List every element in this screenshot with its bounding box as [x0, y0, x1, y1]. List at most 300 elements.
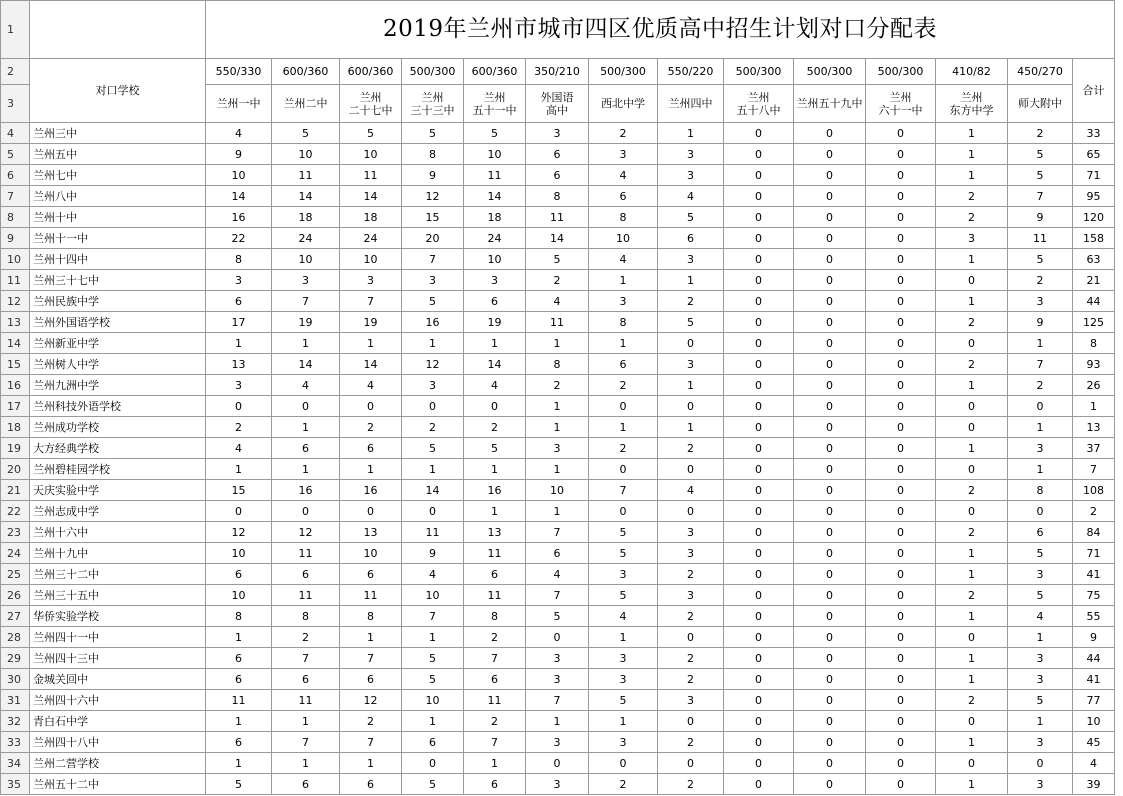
row-number[interactable]: 15 [1, 354, 30, 375]
quota-cell[interactable]: 5 [402, 669, 464, 690]
school-name[interactable]: 兰州五中 [30, 144, 206, 165]
quota-cell[interactable]: 0 [794, 396, 866, 417]
quota-cell[interactable]: 3 [658, 585, 724, 606]
quota-cell[interactable]: 1 [1008, 627, 1073, 648]
quota-cell[interactable]: 0 [589, 501, 658, 522]
quota-cell[interactable]: 6 [340, 438, 402, 459]
row-number[interactable]: 13 [1, 312, 30, 333]
quota-cell[interactable]: 0 [866, 774, 936, 795]
quota-cell[interactable]: 7 [272, 648, 340, 669]
total-cell[interactable]: 21 [1073, 270, 1115, 291]
quota-cell[interactable]: 3 [526, 732, 589, 753]
quota-cell[interactable]: 3 [658, 690, 724, 711]
quota-cell[interactable]: 1 [340, 459, 402, 480]
row-number[interactable]: 3 [1, 85, 30, 123]
column-ratio[interactable]: 600/360 [464, 59, 526, 85]
quota-cell[interactable]: 10 [402, 585, 464, 606]
quota-cell[interactable]: 0 [866, 228, 936, 249]
quota-cell[interactable]: 1 [936, 144, 1008, 165]
quota-cell[interactable]: 1 [936, 438, 1008, 459]
quota-cell[interactable]: 14 [206, 186, 272, 207]
quota-cell[interactable]: 2 [589, 774, 658, 795]
quota-cell[interactable]: 2 [206, 417, 272, 438]
school-name[interactable]: 兰州三中 [30, 123, 206, 144]
quota-cell[interactable]: 10 [206, 543, 272, 564]
quota-cell[interactable]: 0 [724, 207, 794, 228]
quota-cell[interactable]: 0 [936, 711, 1008, 732]
quota-cell[interactable]: 6 [589, 186, 658, 207]
total-cell[interactable]: 108 [1073, 480, 1115, 501]
column-ratio[interactable]: 500/300 [589, 59, 658, 85]
quota-cell[interactable]: 8 [340, 606, 402, 627]
quota-cell[interactable]: 0 [402, 753, 464, 774]
quota-cell[interactable]: 10 [589, 228, 658, 249]
quota-cell[interactable]: 0 [724, 480, 794, 501]
quota-cell[interactable]: 5 [1008, 585, 1073, 606]
quota-cell[interactable]: 1 [272, 417, 340, 438]
quota-cell[interactable]: 1 [526, 711, 589, 732]
quota-cell[interactable]: 0 [936, 501, 1008, 522]
quota-cell[interactable]: 0 [402, 501, 464, 522]
school-name[interactable]: 兰州外国语学校 [30, 312, 206, 333]
row-number[interactable]: 1 [1, 1, 30, 59]
quota-cell[interactable]: 0 [794, 186, 866, 207]
total-header[interactable]: 合计 [1073, 59, 1115, 123]
quota-cell[interactable]: 2 [589, 123, 658, 144]
quota-cell[interactable]: 14 [340, 186, 402, 207]
quota-cell[interactable]: 11 [206, 690, 272, 711]
quota-cell[interactable]: 1 [464, 459, 526, 480]
quota-cell[interactable]: 0 [794, 459, 866, 480]
quota-cell[interactable]: 6 [272, 774, 340, 795]
quota-cell[interactable]: 3 [658, 543, 724, 564]
row-number[interactable]: 22 [1, 501, 30, 522]
quota-cell[interactable]: 3 [526, 774, 589, 795]
quota-cell[interactable]: 15 [402, 207, 464, 228]
quota-cell[interactable]: 13 [464, 522, 526, 543]
school-name[interactable]: 兰州成功学校 [30, 417, 206, 438]
total-cell[interactable]: 41 [1073, 669, 1115, 690]
quota-cell[interactable]: 6 [464, 564, 526, 585]
total-cell[interactable]: 93 [1073, 354, 1115, 375]
row-number[interactable]: 24 [1, 543, 30, 564]
quota-cell[interactable]: 0 [724, 606, 794, 627]
quota-cell[interactable]: 2 [1008, 375, 1073, 396]
quota-cell[interactable]: 0 [936, 333, 1008, 354]
total-cell[interactable]: 63 [1073, 249, 1115, 270]
total-cell[interactable]: 2 [1073, 501, 1115, 522]
school-name[interactable]: 天庆实验中学 [30, 480, 206, 501]
quota-cell[interactable]: 18 [340, 207, 402, 228]
quota-cell[interactable]: 9 [402, 543, 464, 564]
quota-cell[interactable]: 5 [1008, 144, 1073, 165]
quota-cell[interactable]: 1 [272, 459, 340, 480]
quota-cell[interactable]: 0 [794, 774, 866, 795]
quota-cell[interactable]: 0 [1008, 501, 1073, 522]
quota-cell[interactable]: 1 [936, 732, 1008, 753]
quota-cell[interactable]: 4 [464, 375, 526, 396]
quota-cell[interactable]: 0 [794, 564, 866, 585]
corner-label[interactable]: 对口学校 [30, 59, 206, 123]
row-number[interactable]: 27 [1, 606, 30, 627]
quota-cell[interactable]: 3 [526, 438, 589, 459]
quota-cell[interactable]: 0 [724, 753, 794, 774]
quota-cell[interactable]: 0 [658, 753, 724, 774]
quota-cell[interactable]: 0 [724, 249, 794, 270]
quota-cell[interactable]: 10 [402, 690, 464, 711]
quota-cell[interactable]: 10 [272, 249, 340, 270]
quota-cell[interactable]: 0 [724, 270, 794, 291]
row-number[interactable]: 2 [1, 59, 30, 85]
column-ratio[interactable]: 450/270 [1008, 59, 1073, 85]
quota-cell[interactable]: 4 [658, 186, 724, 207]
school-name[interactable]: 华侨实验学校 [30, 606, 206, 627]
quota-cell[interactable]: 5 [1008, 249, 1073, 270]
quota-cell[interactable]: 8 [589, 312, 658, 333]
quota-cell[interactable]: 10 [340, 249, 402, 270]
school-name[interactable]: 大方经典学校 [30, 438, 206, 459]
school-name[interactable]: 兰州树人中学 [30, 354, 206, 375]
quota-cell[interactable]: 6 [658, 228, 724, 249]
quota-cell[interactable]: 4 [526, 291, 589, 312]
quota-cell[interactable]: 14 [464, 354, 526, 375]
quota-cell[interactable]: 3 [589, 669, 658, 690]
total-cell[interactable]: 39 [1073, 774, 1115, 795]
quota-cell[interactable]: 11 [272, 585, 340, 606]
quota-cell[interactable]: 4 [340, 375, 402, 396]
quota-cell[interactable]: 0 [794, 270, 866, 291]
quota-cell[interactable]: 2 [658, 564, 724, 585]
column-ratio[interactable]: 500/300 [402, 59, 464, 85]
row-number[interactable]: 26 [1, 585, 30, 606]
total-cell[interactable]: 8 [1073, 333, 1115, 354]
quota-cell[interactable]: 0 [724, 396, 794, 417]
quota-cell[interactable]: 0 [866, 690, 936, 711]
quota-cell[interactable]: 0 [866, 333, 936, 354]
quota-cell[interactable]: 1 [936, 291, 1008, 312]
quota-cell[interactable]: 7 [340, 732, 402, 753]
row-number[interactable]: 7 [1, 186, 30, 207]
school-name[interactable]: 兰州三十二中 [30, 564, 206, 585]
quota-cell[interactable]: 11 [272, 690, 340, 711]
column-header[interactable] [272, 85, 340, 123]
quota-cell[interactable]: 1 [936, 375, 1008, 396]
quota-cell[interactable]: 0 [724, 522, 794, 543]
quota-cell[interactable]: 11 [526, 312, 589, 333]
column-header[interactable] [724, 85, 794, 123]
quota-cell[interactable]: 0 [724, 711, 794, 732]
total-cell[interactable]: 71 [1073, 165, 1115, 186]
quota-cell[interactable]: 11 [402, 522, 464, 543]
quota-cell[interactable]: 2 [658, 438, 724, 459]
total-cell[interactable]: 13 [1073, 417, 1115, 438]
quota-cell[interactable]: 17 [206, 312, 272, 333]
quota-cell[interactable]: 0 [724, 312, 794, 333]
quota-cell[interactable]: 2 [936, 522, 1008, 543]
column-ratio[interactable]: 550/330 [206, 59, 272, 85]
quota-cell[interactable]: 0 [866, 291, 936, 312]
quota-cell[interactable]: 0 [402, 396, 464, 417]
total-cell[interactable]: 10 [1073, 711, 1115, 732]
quota-cell[interactable]: 0 [866, 123, 936, 144]
quota-cell[interactable]: 7 [340, 648, 402, 669]
quota-cell[interactable]: 12 [206, 522, 272, 543]
quota-cell[interactable]: 6 [526, 543, 589, 564]
row-number[interactable]: 16 [1, 375, 30, 396]
school-name[interactable]: 金城关回中 [30, 669, 206, 690]
quota-cell[interactable]: 0 [206, 501, 272, 522]
quota-cell[interactable]: 5 [402, 291, 464, 312]
quota-cell[interactable]: 8 [464, 606, 526, 627]
quota-cell[interactable]: 3 [589, 732, 658, 753]
quota-cell[interactable]: 19 [272, 312, 340, 333]
quota-cell[interactable]: 0 [866, 669, 936, 690]
quota-cell[interactable]: 7 [589, 480, 658, 501]
quota-cell[interactable]: 10 [526, 480, 589, 501]
quota-cell[interactable]: 0 [866, 312, 936, 333]
quota-cell[interactable]: 7 [464, 732, 526, 753]
column-ratio[interactable]: 550/220 [658, 59, 724, 85]
quota-cell[interactable]: 1 [526, 333, 589, 354]
quota-cell[interactable]: 11 [464, 543, 526, 564]
total-cell[interactable]: 44 [1073, 291, 1115, 312]
quota-cell[interactable]: 8 [402, 144, 464, 165]
quota-cell[interactable]: 1 [936, 564, 1008, 585]
column-ratio[interactable]: 600/360 [272, 59, 340, 85]
quota-cell[interactable]: 0 [724, 417, 794, 438]
quota-cell[interactable]: 16 [340, 480, 402, 501]
quota-cell[interactable]: 0 [794, 144, 866, 165]
quota-cell[interactable]: 0 [526, 627, 589, 648]
quota-cell[interactable]: 10 [206, 585, 272, 606]
quota-cell[interactable]: 6 [272, 438, 340, 459]
total-cell[interactable]: 158 [1073, 228, 1115, 249]
school-name[interactable]: 兰州十一中 [30, 228, 206, 249]
quota-cell[interactable]: 19 [340, 312, 402, 333]
quota-cell[interactable]: 10 [272, 144, 340, 165]
quota-cell[interactable]: 0 [464, 396, 526, 417]
quota-cell[interactable]: 0 [794, 606, 866, 627]
quota-cell[interactable]: 24 [340, 228, 402, 249]
quota-cell[interactable]: 7 [526, 522, 589, 543]
row-number[interactable]: 11 [1, 270, 30, 291]
quota-cell[interactable]: 0 [866, 501, 936, 522]
quota-cell[interactable]: 5 [589, 522, 658, 543]
quota-cell[interactable]: 7 [1008, 186, 1073, 207]
column-header[interactable] [794, 85, 866, 123]
quota-cell[interactable]: 5 [658, 207, 724, 228]
quota-cell[interactable]: 0 [724, 291, 794, 312]
quota-cell[interactable]: 11 [340, 165, 402, 186]
quota-cell[interactable]: 14 [402, 480, 464, 501]
total-cell[interactable]: 9 [1073, 627, 1115, 648]
quota-cell[interactable]: 0 [340, 501, 402, 522]
total-cell[interactable]: 7 [1073, 459, 1115, 480]
quota-cell[interactable]: 6 [402, 732, 464, 753]
quota-cell[interactable]: 1 [589, 333, 658, 354]
quota-cell[interactable]: 6 [206, 648, 272, 669]
quota-cell[interactable]: 6 [1008, 522, 1073, 543]
quota-cell[interactable]: 1 [658, 270, 724, 291]
quota-cell[interactable]: 2 [526, 270, 589, 291]
quota-cell[interactable]: 1 [589, 417, 658, 438]
quota-cell[interactable]: 0 [794, 228, 866, 249]
quota-cell[interactable]: 0 [589, 396, 658, 417]
row-number[interactable]: 33 [1, 732, 30, 753]
quota-cell[interactable]: 3 [402, 375, 464, 396]
quota-cell[interactable]: 1 [1008, 417, 1073, 438]
quota-cell[interactable]: 16 [206, 207, 272, 228]
total-cell[interactable]: 65 [1073, 144, 1115, 165]
column-ratio[interactable]: 410/82 [936, 59, 1008, 85]
school-name[interactable]: 兰州七中 [30, 165, 206, 186]
quota-cell[interactable]: 0 [724, 543, 794, 564]
row-number[interactable]: 4 [1, 123, 30, 144]
school-name[interactable]: 兰州十中 [30, 207, 206, 228]
quota-cell[interactable]: 5 [272, 123, 340, 144]
quota-cell[interactable]: 0 [1008, 753, 1073, 774]
quota-cell[interactable]: 7 [272, 732, 340, 753]
column-header[interactable] [340, 85, 402, 123]
quota-cell[interactable]: 1 [936, 648, 1008, 669]
quota-cell[interactable]: 5 [589, 690, 658, 711]
quota-cell[interactable]: 0 [866, 711, 936, 732]
quota-cell[interactable]: 2 [936, 354, 1008, 375]
quota-cell[interactable]: 11 [464, 690, 526, 711]
quota-cell[interactable]: 6 [526, 165, 589, 186]
quota-cell[interactable]: 0 [658, 459, 724, 480]
quota-cell[interactable]: 0 [866, 732, 936, 753]
quota-cell[interactable]: 0 [794, 501, 866, 522]
quota-cell[interactable]: 8 [206, 606, 272, 627]
total-cell[interactable]: 37 [1073, 438, 1115, 459]
row-number[interactable]: 23 [1, 522, 30, 543]
quota-cell[interactable]: 0 [794, 732, 866, 753]
quota-cell[interactable]: 0 [589, 459, 658, 480]
total-cell[interactable]: 77 [1073, 690, 1115, 711]
school-name[interactable]: 兰州民族中学 [30, 291, 206, 312]
quota-cell[interactable]: 0 [794, 438, 866, 459]
quota-cell[interactable]: 0 [724, 438, 794, 459]
quota-cell[interactable]: 7 [526, 585, 589, 606]
column-header[interactable] [206, 85, 272, 123]
school-name[interactable]: 兰州八中 [30, 186, 206, 207]
quota-cell[interactable]: 3 [658, 144, 724, 165]
row-number[interactable]: 14 [1, 333, 30, 354]
quota-cell[interactable]: 4 [589, 165, 658, 186]
quota-cell[interactable]: 5 [1008, 165, 1073, 186]
quota-cell[interactable]: 2 [936, 312, 1008, 333]
quota-cell[interactable]: 2 [402, 417, 464, 438]
quota-cell[interactable]: 16 [464, 480, 526, 501]
quota-cell[interactable]: 24 [272, 228, 340, 249]
quota-cell[interactable]: 3 [1008, 648, 1073, 669]
column-header[interactable] [589, 85, 658, 123]
quota-cell[interactable]: 5 [658, 312, 724, 333]
quota-cell[interactable]: 0 [724, 123, 794, 144]
quota-cell[interactable]: 4 [206, 123, 272, 144]
quota-cell[interactable]: 0 [724, 564, 794, 585]
quota-cell[interactable]: 1 [1008, 459, 1073, 480]
quota-cell[interactable]: 6 [206, 732, 272, 753]
school-name[interactable]: 兰州二营学校 [30, 753, 206, 774]
column-header[interactable] [402, 85, 464, 123]
quota-cell[interactable]: 0 [936, 270, 1008, 291]
quota-cell[interactable]: 9 [206, 144, 272, 165]
quota-cell[interactable]: 11 [526, 207, 589, 228]
quota-cell[interactable]: 8 [589, 207, 658, 228]
quota-cell[interactable]: 0 [658, 396, 724, 417]
school-name[interactable]: 兰州十六中 [30, 522, 206, 543]
quota-cell[interactable]: 0 [794, 417, 866, 438]
column-header[interactable] [464, 85, 526, 123]
quota-cell[interactable]: 5 [402, 648, 464, 669]
quota-cell[interactable]: 2 [658, 774, 724, 795]
school-name[interactable]: 兰州四十六中 [30, 690, 206, 711]
quota-cell[interactable]: 0 [866, 627, 936, 648]
quota-cell[interactable]: 3 [1008, 291, 1073, 312]
quota-cell[interactable]: 0 [866, 585, 936, 606]
quota-cell[interactable]: 0 [866, 396, 936, 417]
quota-cell[interactable]: 1 [1008, 711, 1073, 732]
quota-cell[interactable]: 0 [794, 480, 866, 501]
quota-cell[interactable]: 1 [402, 333, 464, 354]
quota-cell[interactable]: 14 [272, 354, 340, 375]
quota-cell[interactable]: 8 [526, 354, 589, 375]
column-header[interactable] [936, 85, 1008, 123]
total-cell[interactable]: 45 [1073, 732, 1115, 753]
quota-cell[interactable]: 4 [206, 438, 272, 459]
quota-cell[interactable]: 1 [272, 333, 340, 354]
quota-cell[interactable]: 3 [658, 522, 724, 543]
quota-cell[interactable]: 3 [589, 144, 658, 165]
quota-cell[interactable]: 2 [936, 690, 1008, 711]
row-number[interactable]: 35 [1, 774, 30, 795]
quota-cell[interactable]: 0 [724, 501, 794, 522]
quota-cell[interactable]: 14 [272, 186, 340, 207]
row-number[interactable]: 31 [1, 690, 30, 711]
quota-cell[interactable]: 0 [206, 396, 272, 417]
quota-cell[interactable]: 11 [272, 543, 340, 564]
school-name[interactable]: 兰州三十七中 [30, 270, 206, 291]
quota-cell[interactable]: 8 [272, 606, 340, 627]
quota-cell[interactable]: 0 [658, 501, 724, 522]
total-cell[interactable]: 95 [1073, 186, 1115, 207]
quota-cell[interactable]: 3 [589, 564, 658, 585]
quota-cell[interactable]: 2 [1008, 270, 1073, 291]
quota-cell[interactable]: 18 [272, 207, 340, 228]
quota-cell[interactable]: 1 [402, 627, 464, 648]
quota-cell[interactable]: 5 [340, 123, 402, 144]
quota-cell[interactable]: 3 [658, 165, 724, 186]
quota-cell[interactable]: 3 [402, 270, 464, 291]
quota-cell[interactable]: 8 [206, 249, 272, 270]
school-name[interactable]: 兰州四十八中 [30, 732, 206, 753]
quota-cell[interactable]: 0 [866, 354, 936, 375]
column-header[interactable] [1008, 85, 1073, 123]
quota-cell[interactable]: 5 [402, 438, 464, 459]
column-header[interactable] [526, 85, 589, 123]
quota-cell[interactable]: 0 [724, 627, 794, 648]
quota-cell[interactable]: 10 [464, 249, 526, 270]
total-cell[interactable]: 125 [1073, 312, 1115, 333]
quota-cell[interactable]: 0 [526, 753, 589, 774]
quota-cell[interactable]: 0 [866, 207, 936, 228]
quota-cell[interactable]: 0 [724, 459, 794, 480]
school-name[interactable]: 兰州科技外语学校 [30, 396, 206, 417]
quota-cell[interactable]: 6 [464, 291, 526, 312]
quota-cell[interactable]: 3 [589, 648, 658, 669]
